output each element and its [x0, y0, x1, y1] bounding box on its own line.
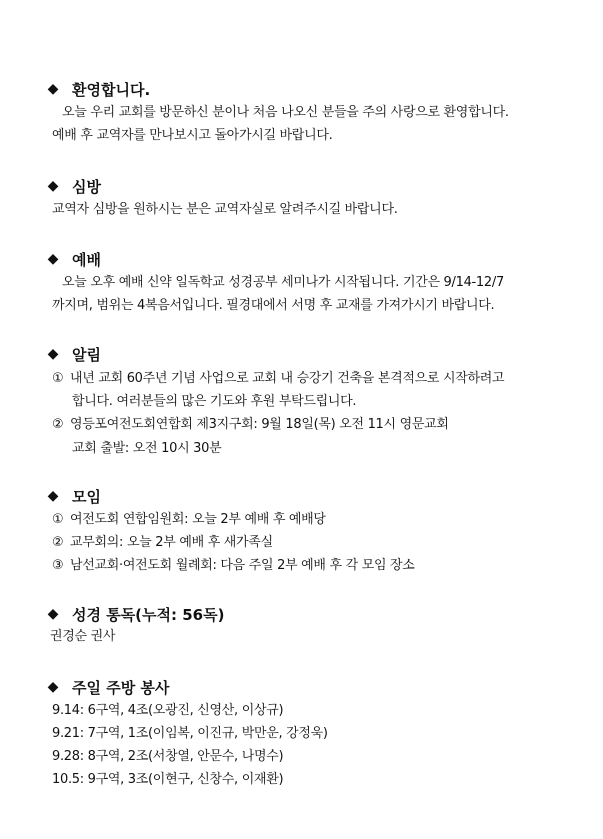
kitchen-service-line-2: 9.21: 7구역, 1조(이임복, 이진규, 박만운, 강정욱) — [52, 726, 328, 741]
welcome-line-1: 오늘 우리 교회를 방문하신 분이나 처음 나오신 분들을 주의 사랑으로 환영합니다. — [62, 105, 509, 120]
visitation-heading — [46, 175, 101, 197]
welcome-title: 환영합니다. — [72, 80, 151, 99]
diamond-bullet-icon: ◆ — [47, 488, 59, 504]
meeting-item-3 — [52, 557, 415, 575]
visitation-title: 심방 — [72, 177, 101, 196]
circled-number-1: ① — [52, 371, 64, 386]
diamond-bullet-icon: ◆ — [47, 81, 59, 97]
kitchen-service-heading — [46, 676, 169, 698]
notice-item-2-line-1: 영등포여전도회연합회 제3지구회: 9월 18일(목) 오전 11시 영문교회 — [70, 417, 449, 432]
notice-item-2-line-2: 교회 출발: 오전 10시 30분 — [72, 441, 222, 456]
notice-item-1-line-2: 합니다. 여러분들의 많은 기도와 후원 부탁드립니다. — [72, 394, 357, 409]
bible-reading-line-1: 권경순 권사 — [50, 629, 116, 644]
worship-line-1: 오늘 오후 예배 신약 일독학교 성경공부 세미나가 시작됩니다. 기간은 9/14-12/7 — [62, 275, 504, 290]
meeting-heading — [46, 485, 101, 507]
notice-item-2 — [52, 416, 449, 434]
meeting-item-3-text: 남선교회·여전도회 월례회: 다음 주일 2부 예배 후 각 모임 장소 — [70, 558, 415, 573]
notice-title: 알림 — [72, 345, 101, 364]
diamond-bullet-icon: ◆ — [47, 346, 59, 362]
notice-heading — [46, 343, 101, 365]
visitation-line-1: 교역자 심방을 원하시는 분은 교역자실로 알려주시길 바랍니다. — [52, 202, 398, 217]
bible-reading-heading — [46, 603, 224, 625]
kitchen-service-line-3: 9.28: 8구역, 2조(서창열, 안문수, 나명수) — [52, 749, 284, 764]
diamond-bullet-icon: ◆ — [47, 606, 59, 622]
meeting-item-1-text: 여전도회 연합임원회: 오늘 2부 예배 후 예배당 — [70, 512, 326, 527]
kitchen-service-line-4: 10.5: 9구역, 3조(이현구, 신창수, 이재환) — [52, 772, 284, 787]
worship-title: 예배 — [72, 250, 101, 269]
worship-line-2: 까지며, 범위는 4복음서입니다. 필경대에서 서명 후 교재를 가져가시기 바랍니다. — [52, 298, 495, 313]
meeting-item-1 — [52, 511, 326, 529]
welcome-line-2: 예배 후 교역자를 만나보시고 돌아가시길 바랍니다. — [52, 128, 333, 143]
notice-item-1 — [52, 370, 504, 388]
diamond-bullet-icon: ◆ — [47, 679, 59, 695]
circled-number-2: ② — [52, 535, 64, 550]
kitchen-service-line-1: 9.14: 6구역, 4조(오광진, 신영산, 이상규) — [52, 703, 284, 718]
welcome-heading — [46, 78, 150, 100]
meeting-title: 모임 — [72, 487, 101, 506]
circled-number-1: ① — [52, 512, 64, 527]
kitchen-service-title: 주일 주방 봉사 — [72, 678, 170, 697]
diamond-bullet-icon: ◆ — [47, 251, 59, 267]
diamond-bullet-icon: ◆ — [47, 178, 59, 194]
meeting-item-2-text: 교무회의: 오늘 2부 예배 후 새가족실 — [70, 535, 273, 550]
circled-number-3: ③ — [52, 558, 64, 573]
circled-number-2: ② — [52, 417, 64, 432]
bible-reading-title: 성경 통독(누적: 56독) — [72, 605, 225, 624]
meeting-item-2 — [52, 534, 273, 552]
worship-heading — [46, 248, 101, 270]
notice-item-1-line-1: 내년 교회 60주년 기념 사업으로 교회 내 승강기 건축을 본격적으로 시작하려고 — [70, 371, 505, 386]
